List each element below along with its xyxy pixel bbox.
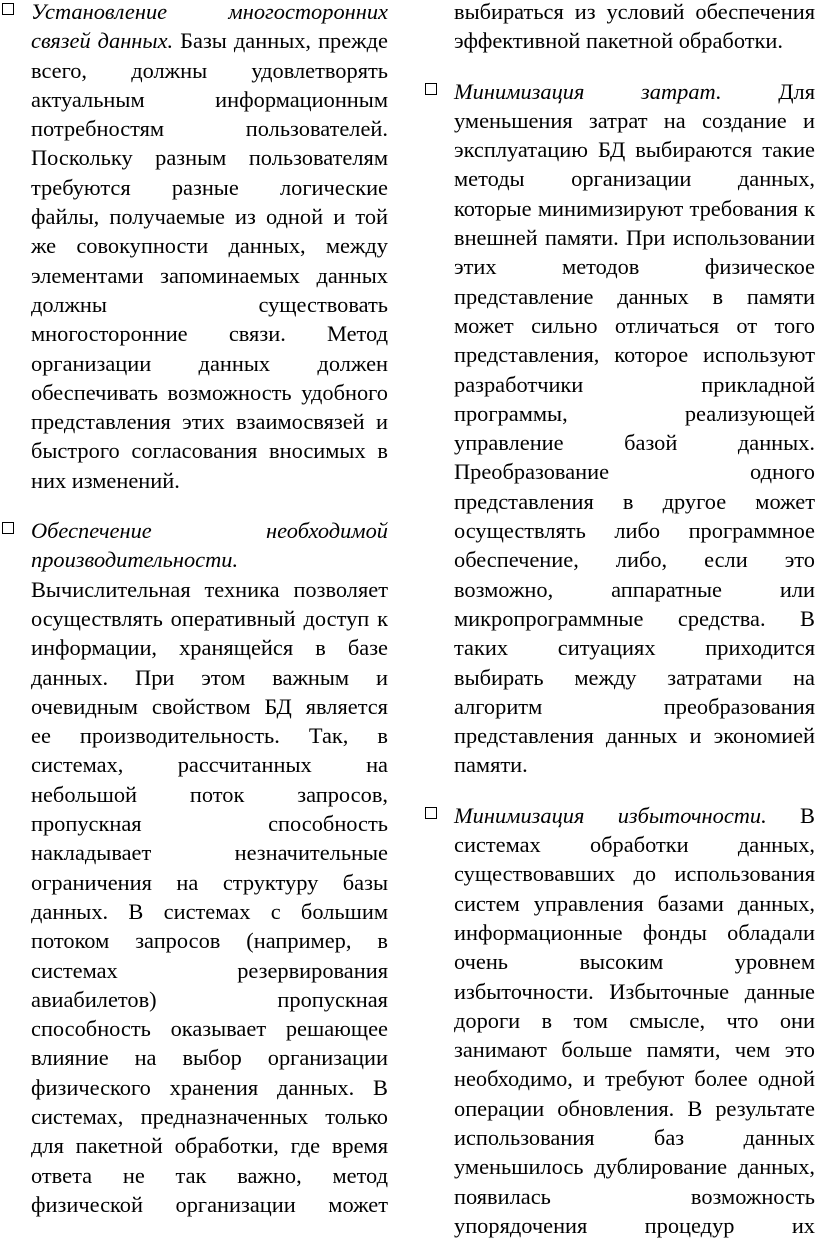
list-item	[425, 801, 815, 1240]
list-item	[2, 516, 388, 1219]
continued-text: выбираться из условий обеспечения эффективной пакетной обработки.	[454, 0, 815, 54]
list-item	[425, 77, 815, 780]
list-item-body: Вычислительная техника позволяет осуществлять оперативный доступ к информации, хранящейся в базе данных. При этом важным и очевидным свойством БД является ее производительность. Так, в системах, рассчитанных на небольшой поток запросов, пропускная способность накладывает незначительные ограничения на структуру базы данных. В системах с большим потоком запросов (например, в системах резервирования авиабилетов) пропускная способность оказывает решающее влияние на выбор организации физического хранения данных. В системах, предназначенных только для пакетной обработки, где время ответа не так важно, метод физической организации может	[31, 576, 388, 1217]
checkbox-bullet-icon	[425, 83, 438, 96]
list-item-paragraph	[454, 801, 815, 1240]
list-item-body: Базы данных, прежде всего, должны удовлетворять актуальным информационным потребностям пользователей. Поскольку разным пользователям требуются разные логические файлы, получаемые из одной и той же совокупности данных, между элементами запоминаемых данных должны существовать многосторонние связи. Метод организации данных должен обеспечивать возможность удобного представления этих взаимосвязей и быстрого согласования вносимых в них изменений.	[31, 28, 388, 493]
list-item-term: Обеспечение необходимой производительности.	[31, 518, 388, 573]
list-item-term: Минимизация избыточности.	[454, 802, 767, 828]
list-item-term: Установление многосторонних связей данных.	[31, 0, 388, 54]
right-column	[425, 0, 815, 1240]
left-column	[2, 0, 388, 1219]
list-item-paragraph	[454, 77, 815, 780]
list-item	[2, 0, 388, 495]
checkbox-bullet-icon	[425, 807, 438, 820]
list-item-term: Минимизация затрат.	[454, 78, 722, 104]
list-item-body: В системах обработки данных, существовавших до использования систем управления базами данных, информационные фонды обладали очень высоким уровнем избыточности. Избыточные данные дороги в том смысле, что они занимают больше памяти, чем это необходимо, и требуют более одной операции обновления. В результате использования баз данных уменьшилось дублирование данных, появилась возможность упорядочения процедур их	[454, 802, 815, 1238]
list-item-body: Для уменьшения затрат на создание и эксплуатацию БД выбираются такие методы организации данных, которые минимизируют требования к внешней памяти. При использовании этих методов физическое представление данных в памяти может сильно отличаться от того представления, которое используют разработчики прикладной программы, реализующей управление базой данных. Преобразование одного представления в другое может осуществлять либо программное обеспечение, либо, если это возможно, аппаратные или микропрограммные средства. В таких ситуациях приходится выбирать между затратами на алгоритм преобразования представления данных и экономией памяти.	[454, 78, 815, 778]
checkbox-bullet-icon	[2, 3, 15, 16]
checkbox-bullet-icon	[2, 522, 15, 535]
list-item-heading	[31, 516, 388, 575]
list-item-paragraph	[31, 0, 388, 495]
